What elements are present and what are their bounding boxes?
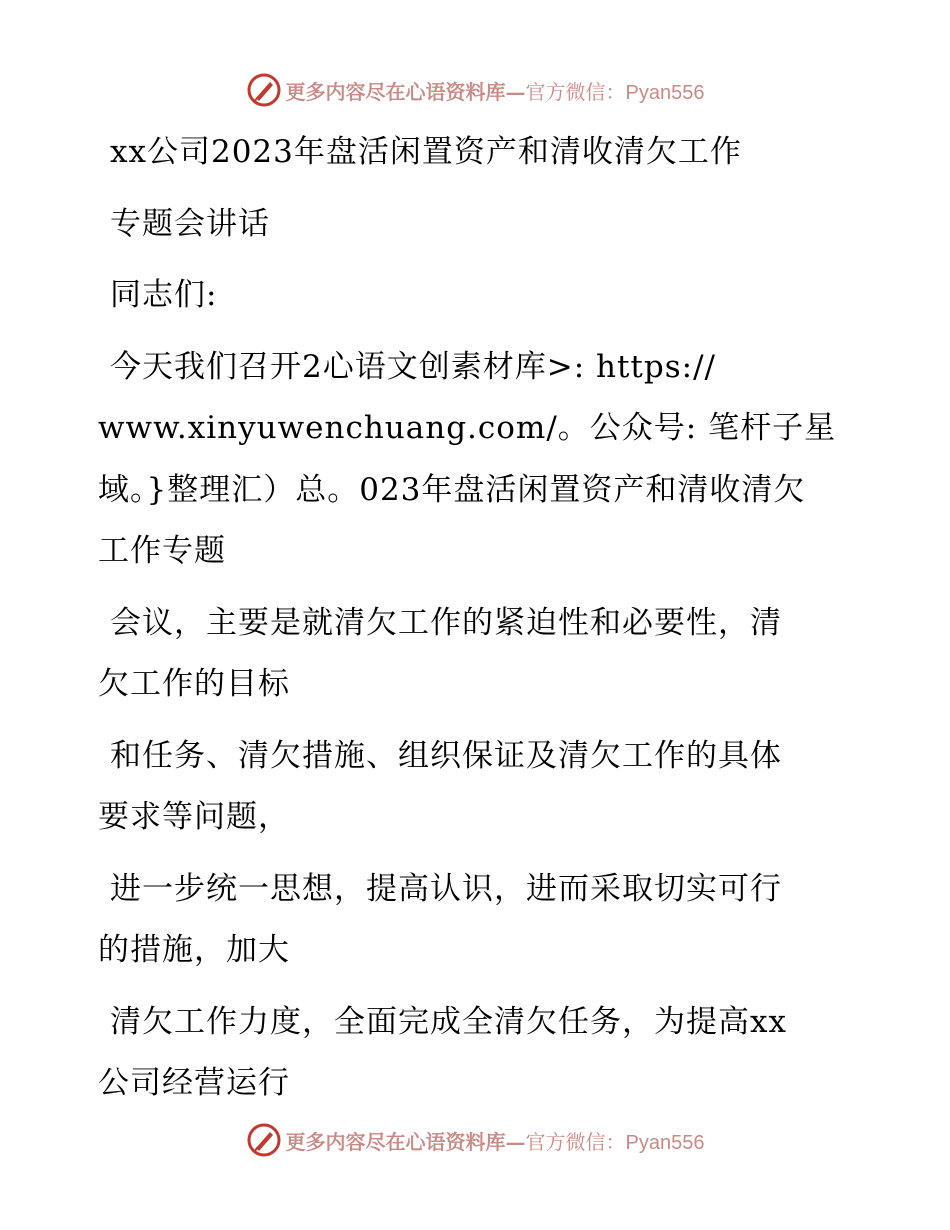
text-line: 专题会讲话 xyxy=(110,205,270,242)
text-line: 和任务、清欠措施、组织保证及清欠工作的具体 xyxy=(110,737,782,774)
text-line: xx公司2023年盘活闲置资产和清收清欠工作 xyxy=(110,134,742,170)
header-watermark xyxy=(0,70,950,110)
watermark-text: 更多内容尽在心语资料库— xyxy=(285,1129,526,1154)
text-line: www.xinyuwenchuang.com/。公众号: 笔杆子星 xyxy=(98,410,837,446)
watermark-contact: 官方微信：Pyan556 xyxy=(525,1131,705,1154)
text-line: 今天我们召开2心语文创素材库>: https:// xyxy=(110,348,716,385)
text-line: 进一步统一思想，提高认识，进而采取切实可行 xyxy=(110,870,782,907)
text-line: 会议，主要是就清欠工作的紧迫性和必要性，清 xyxy=(110,604,782,641)
footer-watermark xyxy=(0,1120,950,1160)
text-line: 域。}整理汇）总。023年盘活闲置资产和清收清欠 xyxy=(98,471,806,508)
text-line: 要求等问题， xyxy=(98,799,290,835)
pen-logo-icon xyxy=(246,72,282,108)
watermark-text: 更多内容尽在心语资料库— xyxy=(285,79,526,104)
text-line: 公司经营运行 xyxy=(98,1065,290,1101)
text-line: 工作专题 xyxy=(98,533,226,569)
text-line: 同志们: xyxy=(110,277,218,313)
text-line: 清欠工作力度，全面完成全清欠任务，为提高xx xyxy=(110,1003,787,1040)
text-line: 欠工作的目标 xyxy=(98,666,290,702)
watermark-contact: 官方微信：Pyan556 xyxy=(525,81,705,104)
document-body xyxy=(98,122,868,1115)
pen-logo-icon xyxy=(246,1122,282,1158)
text-line: 的措施，加大 xyxy=(98,932,290,968)
